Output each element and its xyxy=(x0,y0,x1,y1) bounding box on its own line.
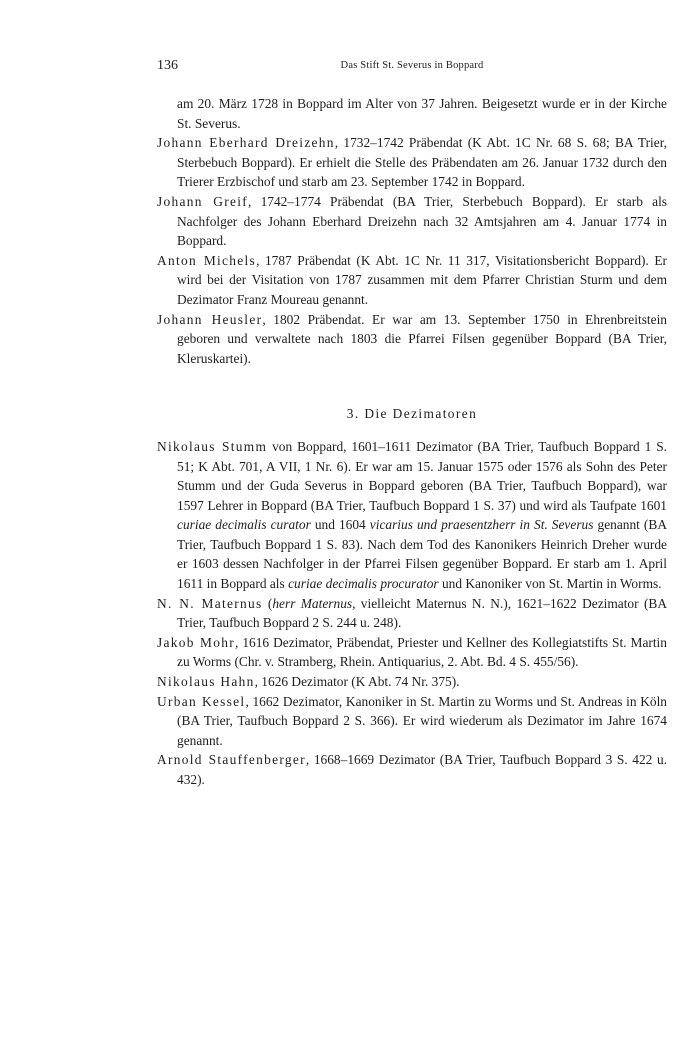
entry-text: , 1742–1774 Präbendat (BA Trier, Sterbebuch Boppard). Er starb als Nachfolger des Johann Eberhard Dreizehn nach 32 Amtsjahren am 4. Januar 1774 in Boppard. xyxy=(177,193,667,249)
entry-name: Jakob Mohr xyxy=(157,634,235,650)
entry-kessel xyxy=(157,692,667,751)
entry-maternus xyxy=(157,594,667,633)
entry-text: , vielleicht Maternus N. N.), 1621–1622 Dezimator (BA Trier, Taufbuch Boppard 2 S. 244 u. 248). xyxy=(177,595,668,631)
entry-greif xyxy=(157,192,667,251)
entry-text: und 1604 xyxy=(310,517,370,533)
latin-term: curiae decimalis procurator xyxy=(288,576,439,592)
entry-text: , 1802 Präbendat. Er war am 13. September 1750 in Ehrenbreitstein geboren und verwaltete nach 1803 die Pfarrei Filsen gegenüber Boppard (BA Trier, Kleruskartei). xyxy=(177,311,667,366)
entry-name: N. N. Maternus xyxy=(157,595,263,611)
entry-stauffenberger xyxy=(157,750,667,789)
entry-text: von Boppard, 1601–1611 Dezimator (BA Trier, Taufbuch Boppard 1 S. 51; K Abt. 701, A VII, 1 Nr. 6). Er war am 15. Januar 1575 oder 1576 als Sohn des Peter Stumm und der Guda Severus in Boppard geboren (BA Trier, Taufbuch Boppard), war 1597 Lehrer in Boppard (BA Trier, Taufbuch Boppard 1 S. 37) und wird als Taufpate 1601 xyxy=(177,438,667,513)
quoted-term: herr Maternus xyxy=(272,595,353,611)
entry-text: und Kanoniker von St. Martin in Worms. xyxy=(438,576,662,592)
entry-name: Anton Michels xyxy=(157,252,257,268)
page-number: 136 xyxy=(157,58,178,73)
entry-name: Arnold Stauffenberger xyxy=(157,752,306,768)
entry-text: ( xyxy=(262,595,273,611)
running-title: Das Stift St. Severus in Boppard xyxy=(340,60,484,71)
page-header xyxy=(157,58,667,78)
entry-name: Nikolaus Hahn xyxy=(157,674,255,690)
entry-hahn xyxy=(157,672,667,692)
continuation-paragraph: am 20. März 1728 in Boppard im Alter von 37 Jahren. Beigesetzt wurde er in der Kirche St. Severus. xyxy=(177,96,667,131)
entry-text: , 1668–1669 Dezimator (BA Trier, Taufbuch Boppard 3 S. 422 u. 432). xyxy=(177,752,667,787)
latin-term: curiae decimalis curator xyxy=(177,517,311,533)
entry-dreizehn xyxy=(157,133,667,192)
entry-name: Johann Eberhard Dreizehn xyxy=(157,135,335,151)
latin-term: vicarius und praesentzherr in St. Severus xyxy=(369,517,594,533)
entry-michels xyxy=(157,251,667,310)
section-heading: 3. Die Dezimatoren xyxy=(346,406,478,422)
entry-text: , 1787 Präbendat (K Abt. 1C Nr. 11 317, Visitationsbericht Boppard). Er wird bei der Visitation von 1787 zusammen mit dem Pfarrer Christian Sturm und dem Dezimator Franz Moureau genannt. xyxy=(177,252,668,307)
page-body xyxy=(157,94,667,790)
entry-text: , 1626 Dezimator (K Abt. 74 Nr. 375). xyxy=(254,674,460,690)
entry-stumm xyxy=(157,437,667,594)
entry-name: Urban Kessel xyxy=(157,693,246,709)
entry-name: Nikolaus Stumm xyxy=(157,438,268,454)
entry-name: Johann Heusler xyxy=(157,311,263,327)
entry-heusler xyxy=(157,310,667,369)
entry-text: , 1616 Dezimator, Präbendat, Priester und Kellner des Kollegiatstifts St. Martin zu Worms (Chr. v. Stramberg, Rhein. Antiquarius, 2. Abt. Bd. 4 S. 455/56). xyxy=(177,634,667,670)
entry-name: Johann Greif xyxy=(157,193,249,209)
entry-text: genannt (BA Trier, Taufbuch Boppard 1 S. 83). Nach dem Tod des Kanonikers Heinrich Dreher wurde er 1603 dessen Nachfolger in der Pfarrei Filsen gegenüber Boppard. Er starb am 1. April 1611 in Boppard als xyxy=(177,517,667,592)
entry-mohr xyxy=(157,633,667,672)
entry-text: , 1732–1742 Präbendat (K Abt. 1C Nr. 68 S. 68; BA Trier, Sterbebuch Boppard). Er erhielt die Stelle des Präbendaten am 26. Januar 1732 durch den Trierer Erzbischof und starb am 23. September 1742 in Boppard. xyxy=(177,135,667,190)
entry-text: , 1662 Dezimator, Kanoniker in St. Martin zu Worms und St. Andreas in Köln (BA Trier, Taufbuch Boppard 2 S. 366). Er wird wiederum als Dezimator im Jahre 1674 genannt. xyxy=(177,693,667,748)
